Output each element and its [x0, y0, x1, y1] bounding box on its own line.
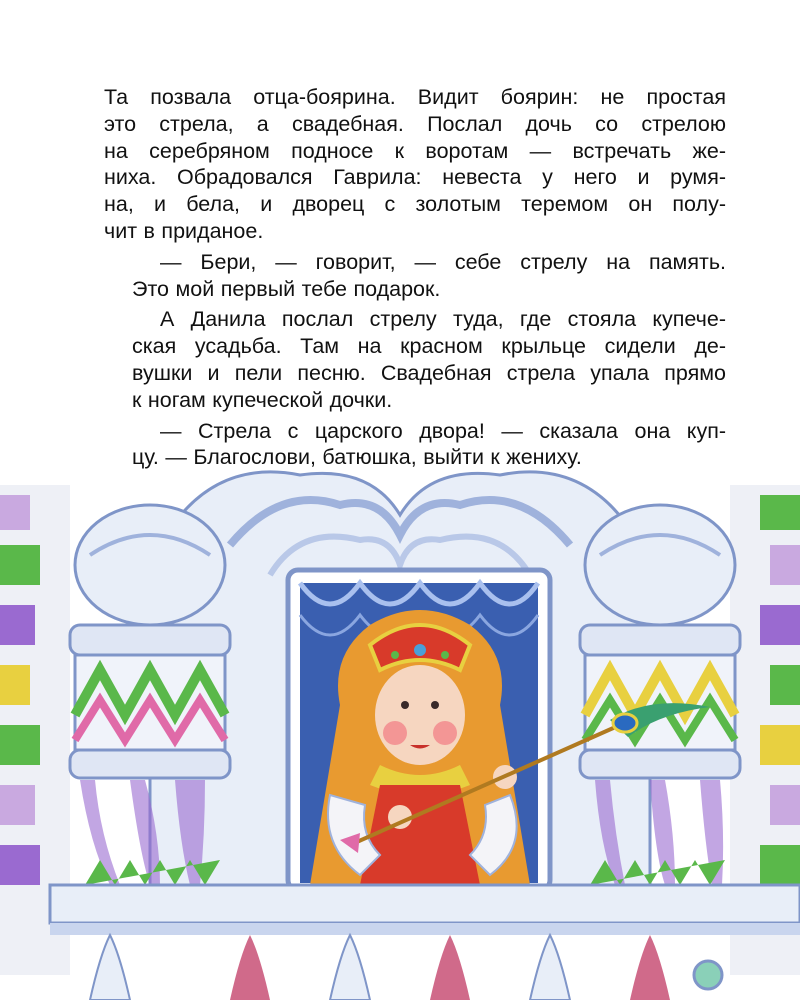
- text-line: ская усадьба. Там на красном крыльце сидели де-: [132, 334, 726, 359]
- text-line: ниха. Обрадовался Гаврила: невеста у него и румя-: [104, 165, 726, 190]
- text-line: на серебряном подносе к воротам — встречать же-: [104, 138, 726, 163]
- paragraph-3: [104, 306, 726, 413]
- right-pillar: [580, 505, 740, 885]
- text-line: Это мой первый тебе подарок.: [132, 276, 441, 301]
- text-line: — Бери, — говорит, — себе стрелу на память.: [160, 249, 726, 274]
- paragraph-2: [104, 249, 726, 303]
- text-line: на, и бела, и дворец с золотым теремом он полу-: [104, 192, 726, 217]
- text-line: цу. — Благослови, батюшка, выйти к жениху.: [132, 445, 582, 470]
- text-line: Та позвала отца-боярина. Видит боярин: не простая: [104, 85, 726, 109]
- palace-window-illustration: [0, 455, 800, 1000]
- text-line: чит в приданое.: [104, 218, 264, 243]
- text-line: А Данила послал стрелу туда, где стояла купече-: [160, 307, 726, 332]
- text-line: к ногам купеческой дочки.: [132, 387, 393, 412]
- balcony-railing: [50, 885, 800, 1000]
- paragraph-1: [104, 84, 726, 245]
- text-line: это стрела, а свадебная. Послал дочь со стрелою: [104, 111, 726, 136]
- text-line: — Стрела с царского двора! — сказала она куп-: [160, 418, 726, 443]
- story-text: [104, 84, 726, 475]
- text-line: вушки и пели песню. Свадебная стрела упала прямо: [132, 360, 726, 385]
